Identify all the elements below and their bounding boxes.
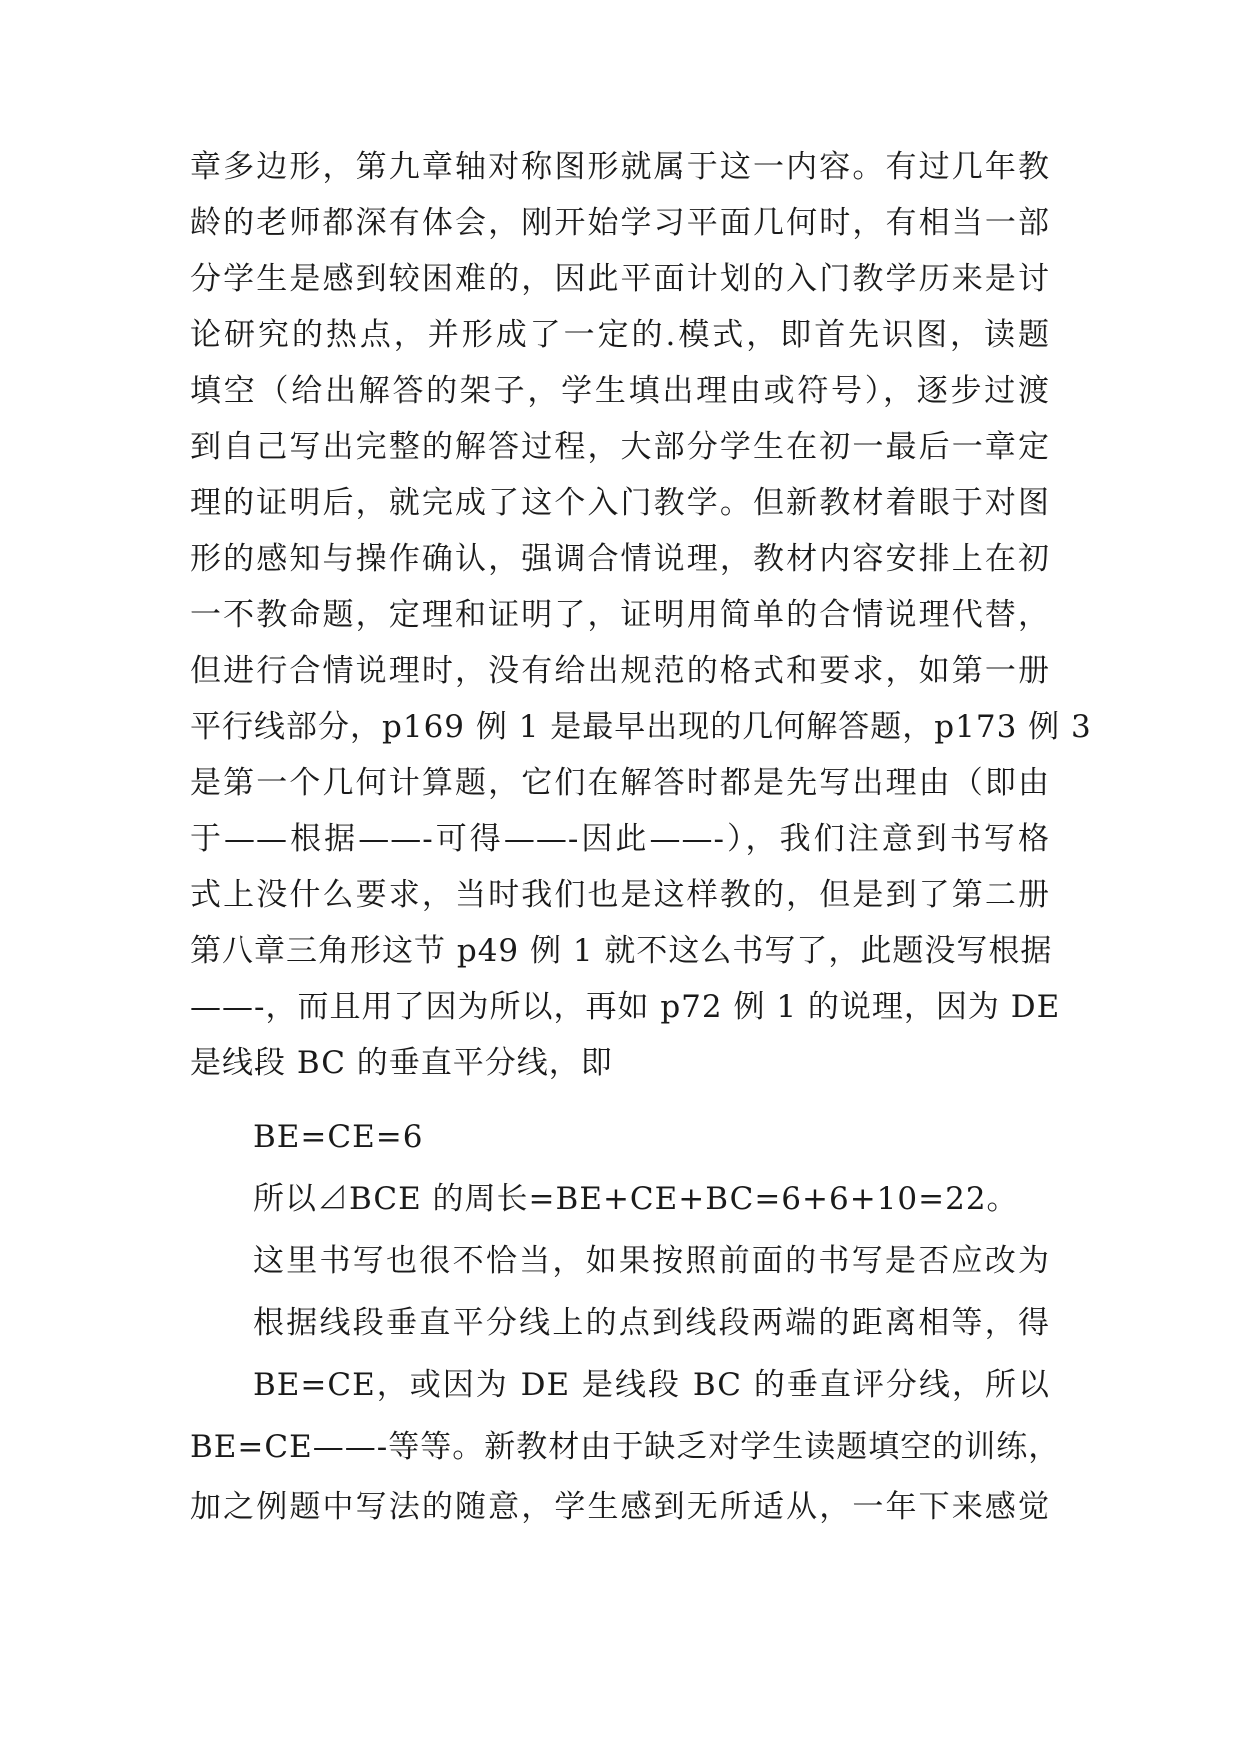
text-line: 式上没什么要求，当时我们也是这样教的，但是到了第二册	[190, 877, 1050, 913]
text-line: 理的证明后，就完成了这个入门教学。但新教材着眼于对图	[190, 485, 1050, 521]
text-line: 填空（给出解答的架子，学生填出理由或符号），逐步过渡	[190, 373, 1050, 409]
text-line: BE=CE——-等等。新教材由于缺乏对学生读题填空的训练，	[190, 1429, 1061, 1465]
text-line: 龄的老师都深有体会，刚开始学习平面几何时，有相当一部	[190, 205, 1050, 241]
text-line: ——-，而且用了因为所以，再如 p72 例 1 的说理，因为 DE	[190, 989, 1061, 1025]
text-line: 分学生是感到较困难的，因此平面计划的入门教学历来是讨	[190, 261, 1050, 297]
text-line: 章多边形，第九章轴对称图形就属于这一内容。有过几年教	[190, 149, 1050, 185]
text-line: 到自己写出完整的解答过程，大部分学生在初一最后一章定	[190, 429, 1050, 465]
text-line: 根据线段垂直平分线上的点到线段两端的距离相等，得	[253, 1305, 1050, 1341]
text-line: 加之例题中写法的随意，学生感到无所适从，一年下来感觉	[190, 1489, 1050, 1525]
text-line: 是第一个几何计算题，它们在解答时都是先写出理由（即由	[190, 765, 1050, 801]
text-line: 论研究的热点，并形成了一定的.模式，即首先识图，读题	[190, 317, 1050, 353]
text-line: BE=CE，或因为 DE 是线段 BC 的垂直评分线，所以	[253, 1367, 1050, 1403]
equation-line: BE=CE=6	[253, 1119, 424, 1155]
text-line: 一不教命题，定理和证明了，证明用简单的合情说理代替，	[190, 597, 1050, 633]
text-line: 是线段 BC 的垂直平分线，即	[190, 1045, 613, 1081]
text-line: 但进行合情说理时，没有给出规范的格式和要求，如第一册	[190, 653, 1050, 689]
text-line: 这里书写也很不恰当，如果按照前面的书写是否应改为	[253, 1243, 1050, 1279]
text-line: 平行线部分，p169 例 1 是最早出现的几何解答题，p173 例 3	[190, 709, 1092, 745]
text-line: 第八章三角形这节 p49 例 1 就不这么书写了，此题没写根据	[190, 933, 1053, 969]
equation-line: 所以⊿BCE 的周长=BE+CE+BC=6+6+10=22。	[253, 1181, 1019, 1217]
text-line: 于——根据——-可得——-因此——-），我们注意到书写格	[190, 821, 1050, 857]
text-line: 形的感知与操作确认，强调合情说理，教材内容安排上在初	[190, 541, 1050, 577]
